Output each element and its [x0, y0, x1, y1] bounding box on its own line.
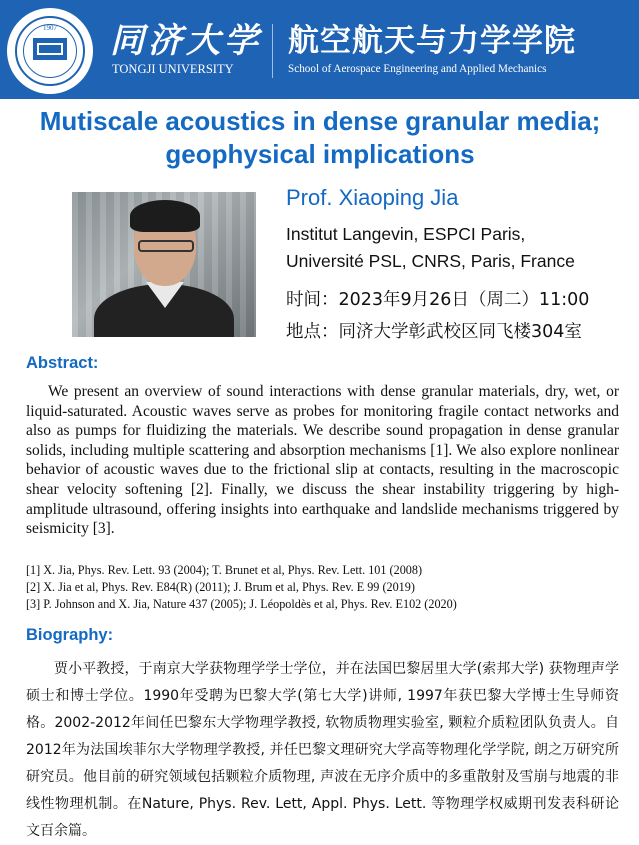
affiliation-line-1: Institut Langevin, ESPCI Paris, — [286, 224, 526, 244]
biography-heading: Biography: — [26, 626, 114, 644]
talk-time: 时间：2023年9月26日（周二）11:00 — [286, 290, 590, 310]
abstract-text: We present an overview of sound interactions with dense granular materials, dry, wet, or liquid-saturated. Acoustic waves serve as probes for monitoring fragile contact networks and also as pumps for fluidizing the materials. We describe sound propagation in dense granular solids, including multiple scattering and absorption mechanisms [1]. We also explore nonlinear behavior of acoustic waves due to the frictional slip at contacts, resulting in the macroscopic shear velocity softening [2]. Finally, we discuss the shear instability triggering by high-amplitude ultrasound, offering insights into earthquake and landslide mechanisms triggered by seismicity [3]. — [26, 383, 619, 538]
header-banner — [0, 0, 639, 99]
university-seal-logo — [7, 8, 93, 94]
reference-item: [3] P. Johnson and X. Jia, Nature 437 (2005); J. Léopoldès et al, Phys. Rev. E102 (2020) — [26, 597, 457, 611]
references-list — [26, 562, 457, 613]
reference-item: [1] X. Jia, Phys. Rev. Lett. 93 (2004); T. Brunet et al, Phys. Rev. Lett. 101 (2008) — [26, 563, 423, 577]
talk-title: Mutiscale acoustics in dense granular media; geophysical implications — [39, 106, 601, 169]
speaker-name: Prof. Xiaoping Jia — [286, 185, 459, 210]
reference-item: [2] X. Jia et al, Phys. Rev. E84(R) (2011); J. Brum et al, Phys. Rev. E 99 (2019) — [26, 580, 415, 594]
university-name-cn: 同济大学 — [110, 21, 262, 61]
school-name-en: School of Aerospace Engineering and Applied Mechanics — [288, 63, 547, 75]
university-name-en: TONGJI UNIVERSITY — [112, 62, 234, 76]
affiliation-line-2: Université PSL, CNRS, Paris, France — [286, 251, 575, 271]
school-name-cn: 航空航天与力学学院 — [288, 23, 576, 59]
seal-year: 1907 — [43, 24, 57, 32]
talk-place: 地点：同济大学彰武校区同飞楼304室 — [286, 322, 582, 342]
speaker-affiliation — [286, 221, 575, 275]
abstract-heading: Abstract: — [26, 354, 99, 372]
speaker-photo — [72, 192, 256, 337]
header-divider — [272, 24, 273, 78]
biography-text: 贾小平教授，于南京大学获物理学学士学位，并在法国巴黎居里大学(索邦大学) 获物理声学硕士和博士学位。1990年受聘为巴黎大学(第七大学)讲师, 1997年获巴黎大学博士生导师资格。2002-2012年间任巴黎东大学物理学教授, 软物质物理实验室, 颗粒介质粒团队负责人。自2012年为法国埃菲尔大学物理学教授, 并任巴黎文理研究大学高等物理化学学院, 朗之万研究所研究员。他目前的研究领域包括颗粒介质物理, 声波在无序介质中的多重散射及雪崩与地震的非线性物理机制。在Nature, Phys. Rev. Lett, Appl. Phys. Lett. 等物理学权威期刊发表科研论文百余篇。 — [26, 661, 619, 839]
